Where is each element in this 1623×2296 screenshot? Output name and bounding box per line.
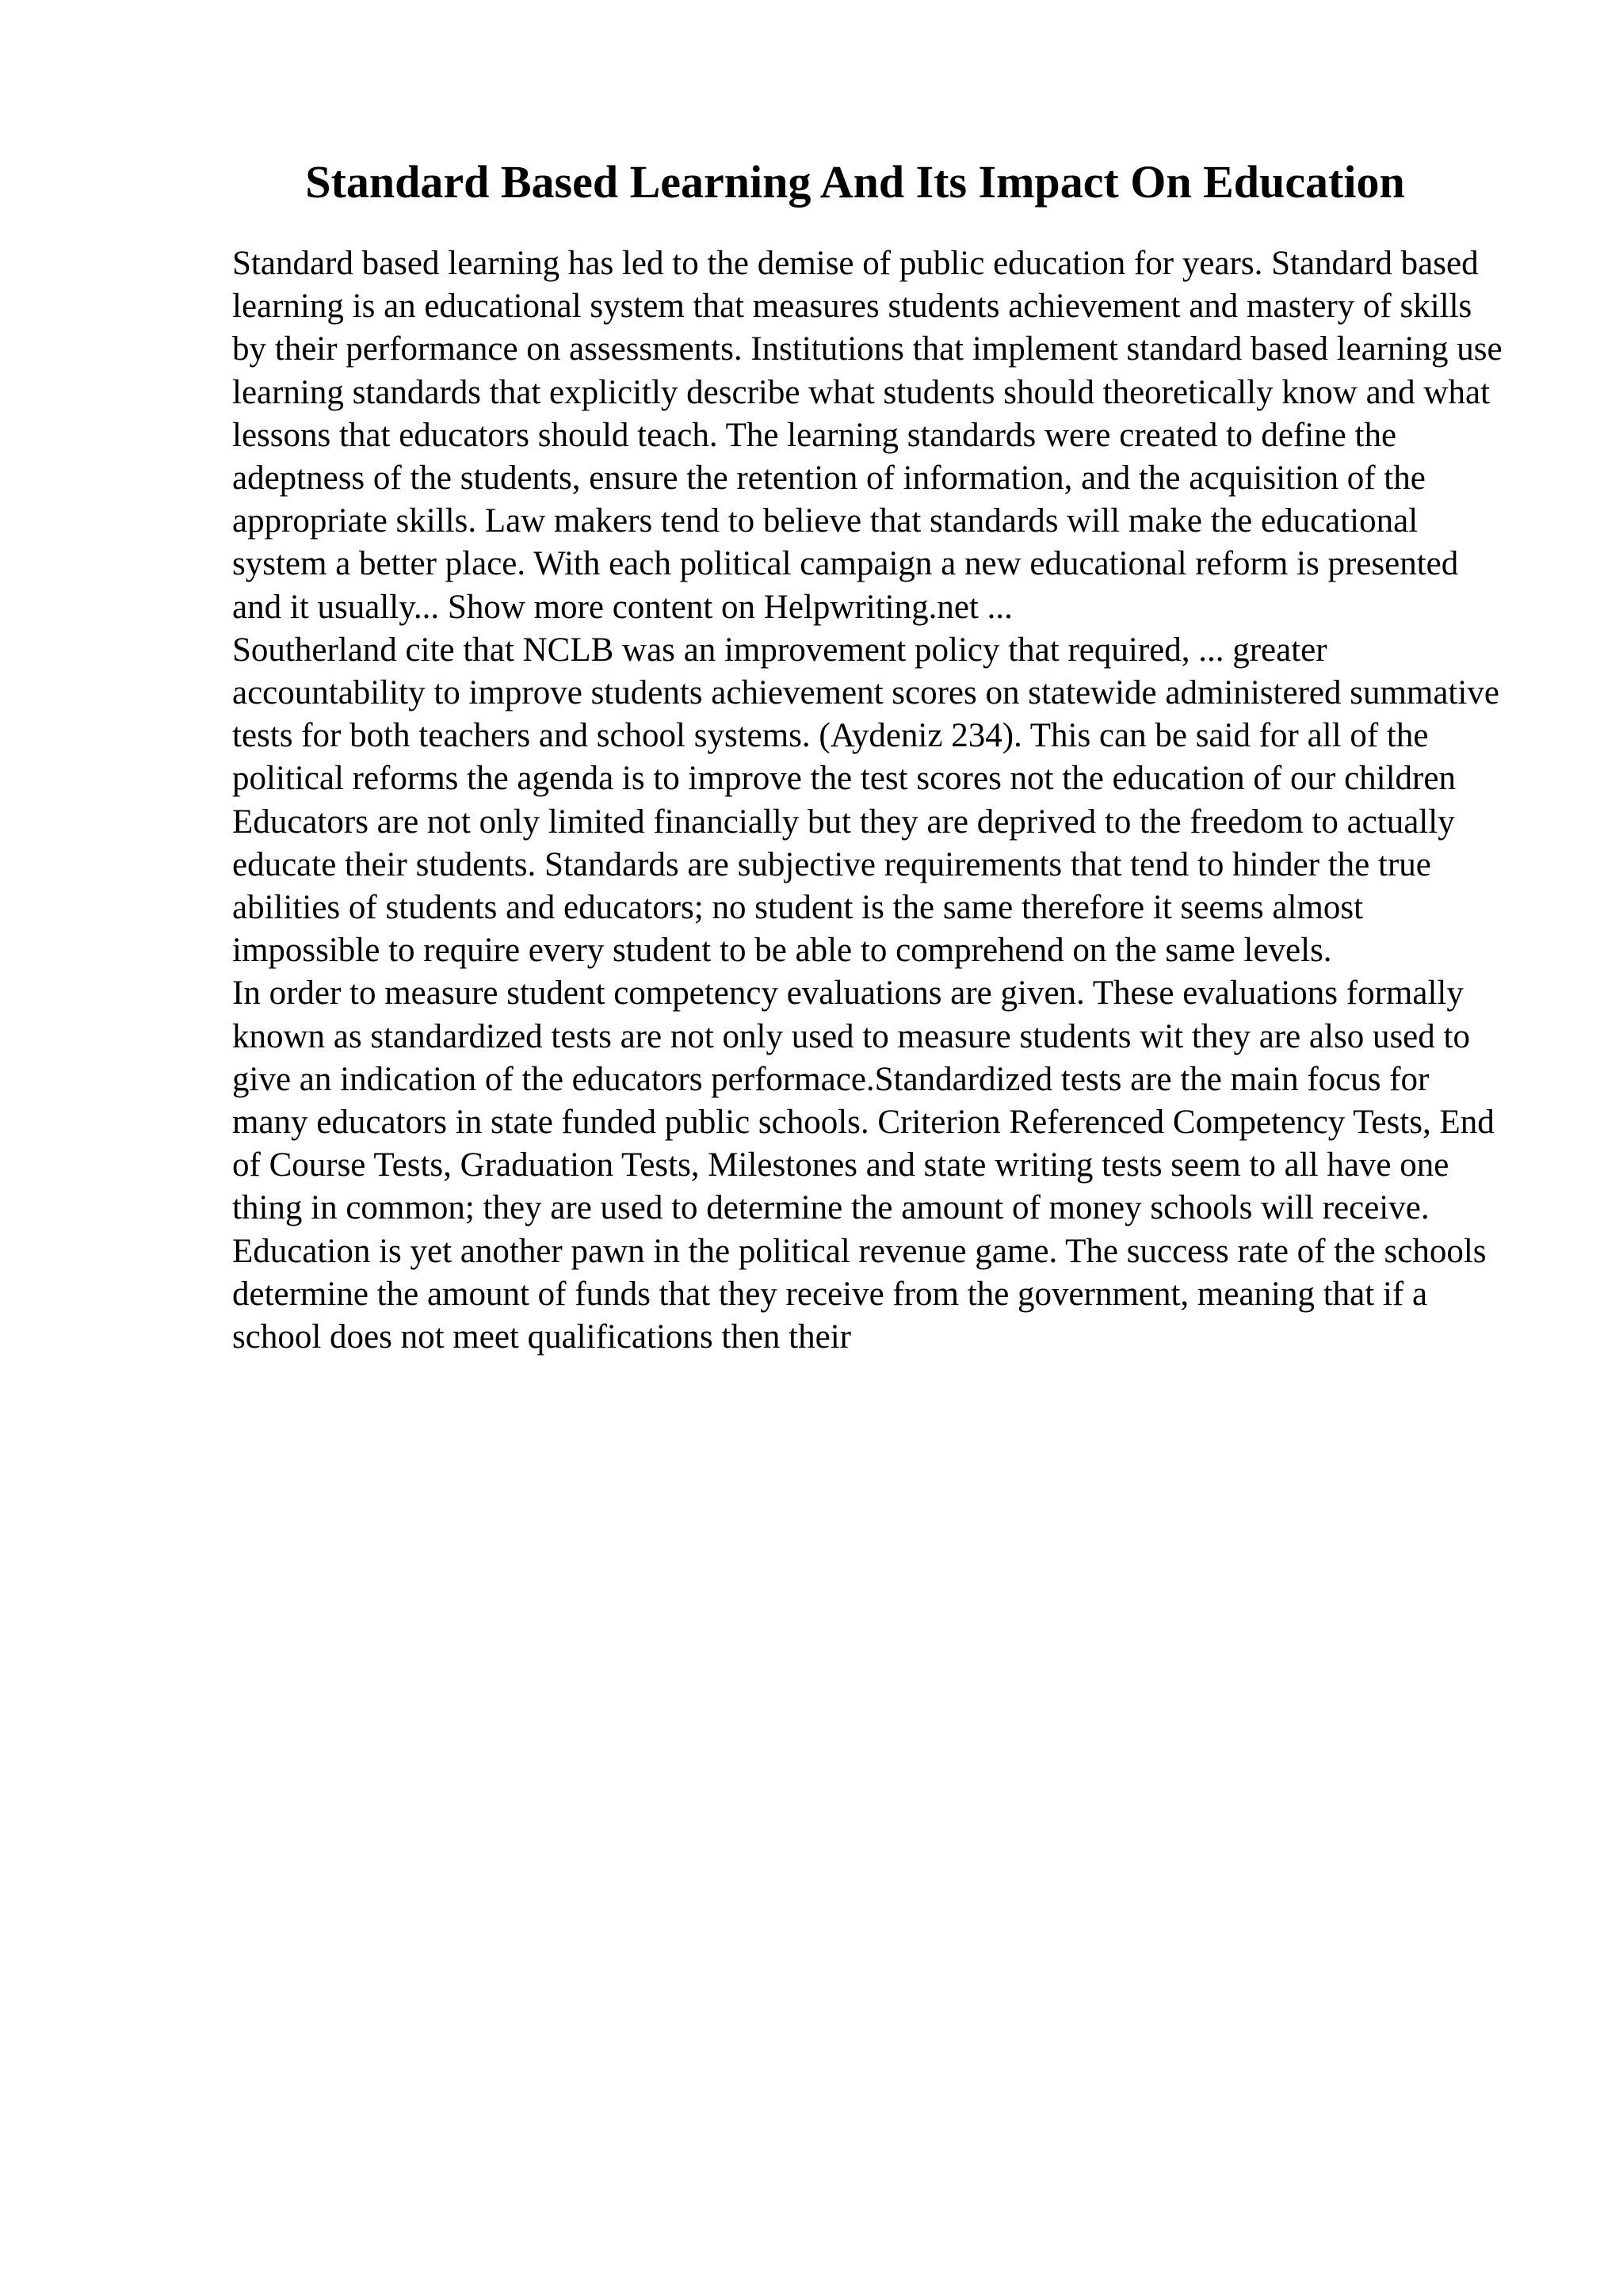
document-body [232, 242, 1508, 1359]
paragraph-1: Standard based learning has led to the demise of public education for years. Standard based learning is an educational system that measures students achievement and mastery of skills by their performance on assessments. Institutions that implement standard based learning use learning standards that explicitly describe what students should theoretically know and what lessons that educators should teach. The learning standards were created to define the adeptness of the students, ensure the retention of information, and the acquisition of the appropriate skills. Law makers tend to believe that standards will make the educational system a better place. With each political campaign a new educational reform is presented and it usually... Show more content on Helpwriting.net ... [232, 245, 1503, 626]
paragraph-2: Southerland cite that NCLB was an improvement policy that required, ... greater accountability to improve students achievement scores on statewide administered summative tests for both teachers and school systems. (Aydeniz 234). This can be said for all of the political reforms the agenda is to improve the test scores not the education of our children Educators are not only limited financially but they are deprived to the freedom to actually educate their students. Standards are subjective requirements that tend to hinder the true abilities of students and educators; no student is the same therefore it seems almost impossible to require every student to be able to comprehend on the same levels. [232, 631, 1499, 970]
document-title: Standard Based Learning And Its Impact On Education [305, 156, 1405, 208]
paragraph-3: In order to measure student competency evaluations are given. These evaluations formally known as standardized tests are not only used to measure students wit they are also used to give an indication of the educators performace.Standardized tests are the main focus for many educators in state funded public schools. Criterion Referenced Competency Tests, End of Course Tests, Graduation Tests, Milestones and state writing tests seem to all have one thing in common; they are used to determine the amount of money schools will receive. Education is yet another pawn in the political revenue game. The success rate of the schools determine the amount of funds that they receive from the government, meaning that if a school does not meet qualifications then their [232, 974, 1495, 1356]
